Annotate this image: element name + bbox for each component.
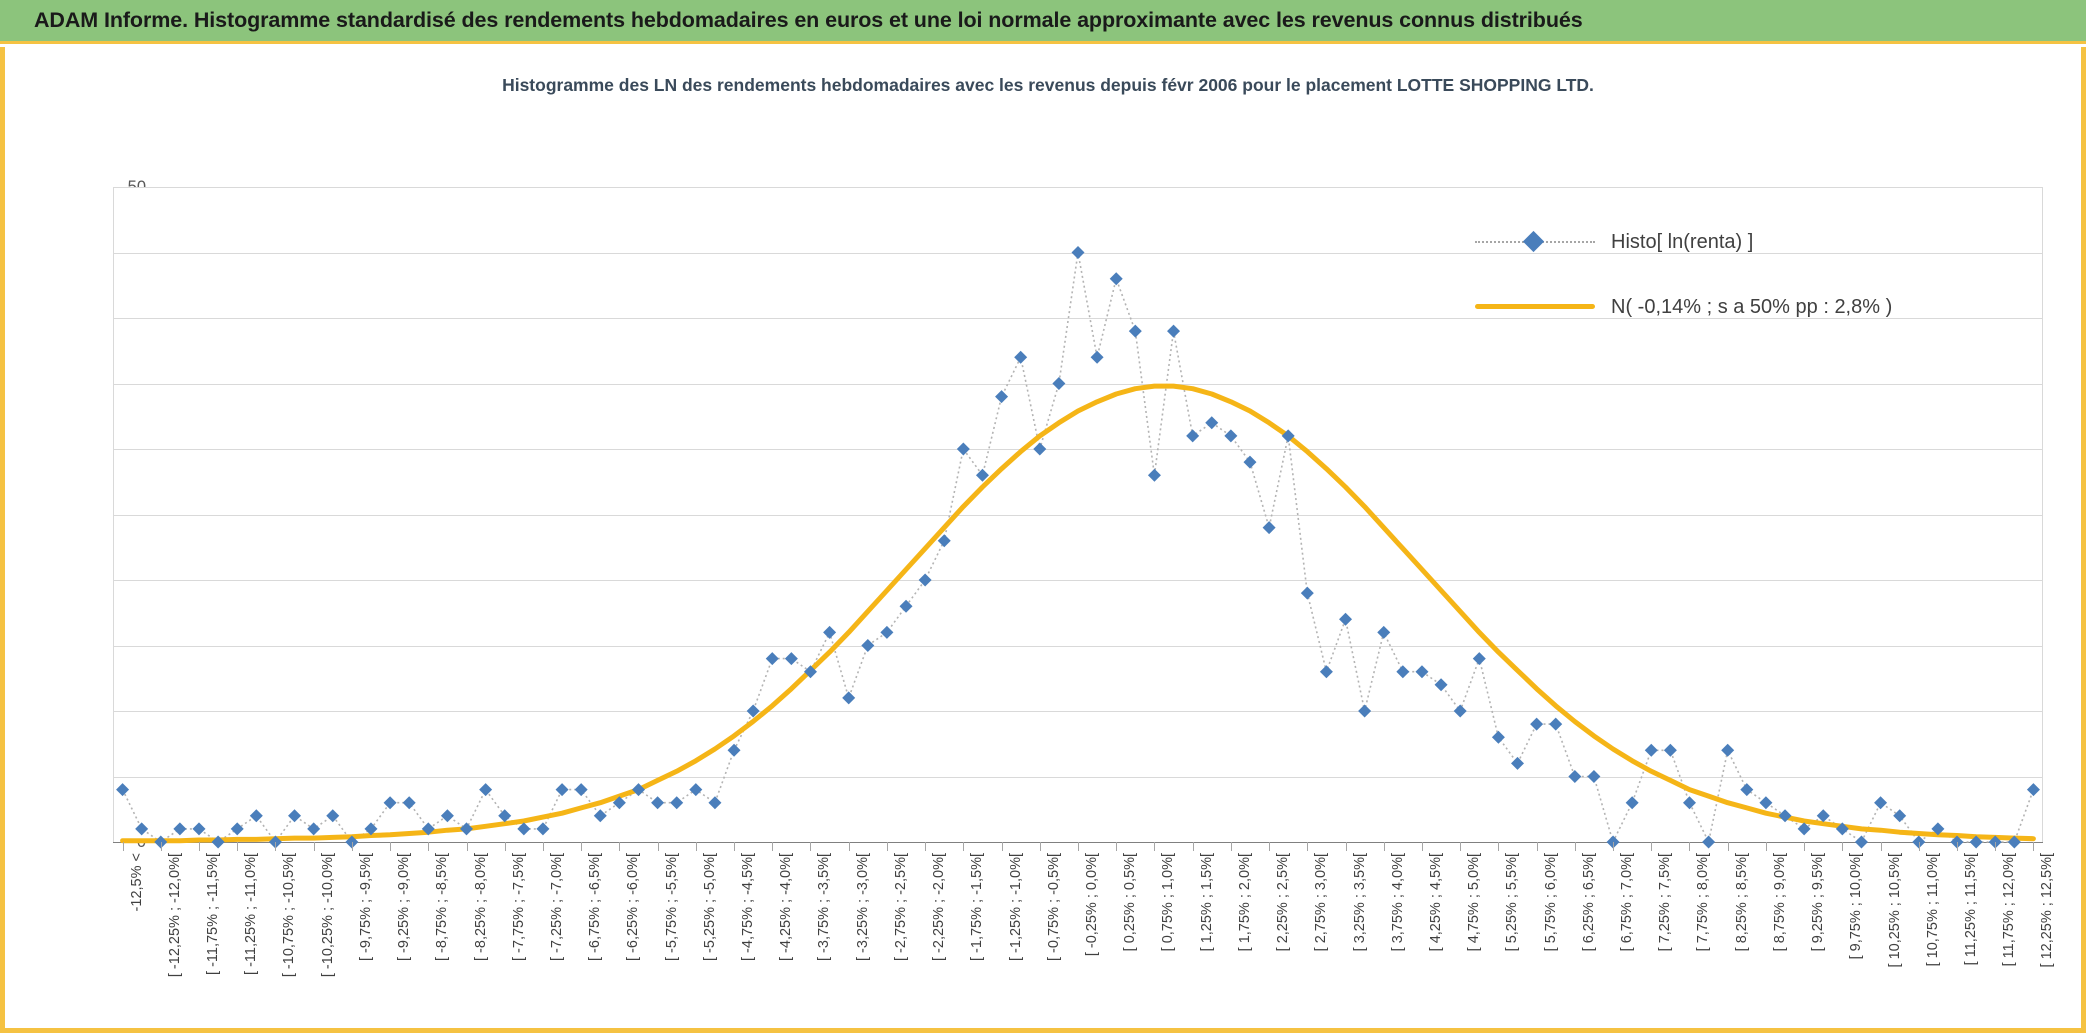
histo-data-point [1052,377,1065,390]
histo-data-point [1874,796,1887,809]
x-tick-label: [ -1,75% ; -1,5%[ [969,853,986,961]
x-tick-label: [ -10,25% ; -10,0%[ [319,853,336,978]
x-tick-label: [ -9,25% ; -9,0%[ [396,853,413,961]
histo-data-point [1205,416,1218,429]
x-tick-label: [ 6,25% ; 6,5%[ [1580,853,1597,952]
histo-data-point [116,783,129,796]
x-tick-label: [ -6,25% ; -6,0%[ [625,853,642,961]
x-tick [161,842,162,851]
histo-data-point [900,600,913,613]
x-tick [1804,842,1805,851]
histo-data-point [785,652,798,665]
x-tick [1995,842,1996,851]
x-tick-label: [ -10,75% ; -10,5%[ [281,853,298,978]
x-tick [352,842,353,851]
x-tick [1842,842,1843,851]
histo-data-point [403,796,416,809]
x-tick-label: [ 2,25% ; 2,5%[ [1275,853,1292,952]
chart-legend [1475,212,1895,352]
x-tick [123,842,124,851]
x-tick-label: [ 7,25% ; 7,5%[ [1657,853,1674,952]
histo-data-point [384,796,397,809]
x-tick [963,842,964,851]
x-tick-label: [ 10,25% ; 10,5%[ [1886,853,1903,968]
histo-data-point [1415,665,1428,678]
x-tick-label: [ 11,25% ; 11,5%[ [1963,853,1979,966]
x-tick [1422,842,1423,851]
x-tick [1957,842,1958,851]
x-tick [810,842,811,851]
histo-data-point [728,744,741,757]
histo-data-point [651,796,664,809]
x-tick-label: [ -11,25% ; -11,0%[ [243,853,260,975]
histo-data-point [1301,587,1314,600]
histo-data-point [575,783,588,796]
x-tick-label: [ 11,75% ; 12,0%[ [2001,853,2018,967]
x-tick [1651,842,1652,851]
histo-data-point [1587,770,1600,783]
x-tick [1919,842,1920,851]
x-tick [1193,842,1194,851]
histo-data-point [1683,796,1696,809]
histo-data-point [1511,757,1524,770]
histo-data-point [1320,665,1333,678]
x-tick [581,842,582,851]
histo-data-point [441,809,454,822]
x-tick-label: [ -6,75% ; -6,5%[ [587,853,604,961]
histo-data-point [995,390,1008,403]
x-tick [314,842,315,851]
x-tick [275,842,276,851]
x-tick [1881,842,1882,851]
histo-data-point [708,796,721,809]
legend-item-normal[interactable] [1475,287,1895,327]
histo-data-point [173,822,186,835]
x-tick-label: [ 0,25% ; 0,5%[ [1122,853,1139,952]
histo-data-point [689,783,702,796]
histo-data-point [823,626,836,639]
x-tick-label: [ -5,25% ; -5,0%[ [701,853,718,961]
x-tick [1384,842,1385,851]
x-tick-label: [ -4,25% ; -4,0%[ [778,853,795,961]
histo-data-point [288,809,301,822]
histo-data-point [536,822,549,835]
histo-data-point [1110,272,1123,285]
histo-data-point [1568,770,1581,783]
x-tick [505,842,506,851]
x-tick-label: [ -7,75% ; -7,5%[ [510,853,527,961]
x-tick-label: [ -0,25% ; 0,0%[ [1084,853,1100,957]
x-tick [390,842,391,851]
legend-label-normal: N( -0,14% ; s a 50% pp : 2,8% ) [1611,295,1893,318]
x-tick-label: [ -3,75% ; -3,5%[ [816,853,833,961]
x-tick-label: -12,5% < [128,853,145,912]
x-tick [1728,842,1729,851]
x-tick-label: [ 9,25% ; 9,5%[ [1810,853,1827,952]
histo-data-point [135,822,148,835]
x-tick-label: [ -4,75% ; -4,5%[ [740,853,757,961]
histo-data-point [1014,351,1027,364]
x-tick-label: [ -8,75% ; -8,5%[ [434,853,451,961]
x-tick [887,842,888,851]
histo-data-point [1091,351,1104,364]
histo-data-point [861,639,874,652]
histo-data-point [192,822,205,835]
histo-data-point [1167,325,1180,338]
histo-data-point [1721,744,1734,757]
x-tick-label: [ 4,25% ; 4,5%[ [1427,853,1444,952]
x-tick-label: [ -5,75% ; -5,5%[ [663,853,680,961]
histo-data-point [1454,705,1467,718]
histo-data-point [957,443,970,456]
x-tick-label: [ -11,75% ; -11,5%[ [204,853,221,975]
x-tick [428,842,429,851]
histo-data-point [1549,718,1562,731]
x-tick [1346,842,1347,851]
x-tick-label: [ 5,75% ; 6,0%[ [1542,853,1559,952]
x-tick-label: [ 5,25% ; 5,5%[ [1504,853,1521,952]
histo-data-point [670,796,683,809]
x-tick [696,842,697,851]
x-tick [734,842,735,851]
histo-data-point [766,652,779,665]
histo-data-point [1033,443,1046,456]
x-tick [619,842,620,851]
x-tick [199,842,200,851]
histo-data-point [880,626,893,639]
x-tick-label: [ -3,25% ; -3,0%[ [854,853,871,961]
legend-item-histo[interactable] [1475,222,1895,262]
x-tick [658,842,659,851]
x-tick [1460,842,1461,851]
x-tick [1689,842,1690,851]
x-tick [772,842,773,851]
histo-data-point [1492,731,1505,744]
x-tick [1613,842,1614,851]
x-tick-label: [ -9,75% ; -9,5%[ [357,853,374,961]
x-tick [1498,842,1499,851]
x-tick [1002,842,1003,851]
x-tick-label: [ -1,25% ; -1,0%[ [1007,853,1024,961]
histo-data-point [1817,809,1830,822]
histo-data-point [498,809,511,822]
histo-data-point [460,822,473,835]
x-tick-label: [ 6,75% ; 7,0%[ [1619,853,1636,952]
histo-data-point [1072,246,1085,259]
histo-data-point [326,809,339,822]
x-tick [1116,842,1117,851]
histo-data-point [1740,783,1753,796]
x-tick [1078,842,1079,851]
x-tick-label: [ -0,75% ; -0,5%[ [1045,853,1062,961]
x-tick-label: [ -8,25% ; -8,0%[ [472,853,489,961]
histo-data-point [307,822,320,835]
x-tick-label: [ 12,25% ; 12,5%[ [2039,853,2056,968]
x-tick [543,842,544,851]
x-tick [1307,842,1308,851]
x-tick-label: [ 4,75% ; 5,0%[ [1466,853,1483,952]
histo-data-point [1377,626,1390,639]
chart-title: Histogramme des LN des rendements hebdomadaires avec les revenus depuis févr 2006 pour le placement LOTTE SHOPPING LTD. [502,75,1594,95]
histo-data-point [1224,429,1237,442]
x-tick-label: [ 9,75% ; 10,0%[ [1848,853,1865,960]
histo-data-point [1358,705,1371,718]
histo-data-point [1435,678,1448,691]
x-axis-ticks [113,842,2043,852]
x-tick-label: [ 0,75% ; 1,0%[ [1160,853,1177,952]
histo-data-point [1186,429,1199,442]
histo-data-point [1263,521,1276,534]
x-tick-label: [ 1,25% ; 1,5%[ [1198,853,1215,952]
x-tick-label: [ 8,75% ; 9,0%[ [1771,853,1788,952]
x-tick-label: [ 7,75% ; 8,0%[ [1695,853,1712,952]
x-tick [1766,842,1767,851]
histo-data-point [1339,613,1352,626]
histo-data-point [1626,796,1639,809]
histo-data-point [1530,718,1543,731]
x-tick-label: [ -2,25% ; -2,0%[ [931,853,948,961]
histo-data-point [231,822,244,835]
x-tick [1537,842,1538,851]
histo-data-point [1664,744,1677,757]
x-tick [1231,842,1232,851]
histo-data-point [1129,325,1142,338]
x-tick-label: [ 1,75% ; 2,0%[ [1236,853,1253,952]
histo-data-point [1473,652,1486,665]
histo-data-point [517,822,530,835]
histo-data-point [1798,822,1811,835]
x-axis-labels [113,853,2056,1028]
x-tick-label: [ 3,75% ; 4,0%[ [1389,853,1406,952]
histo-data-point [250,809,263,822]
histo-data-point [2027,783,2040,796]
x-tick-label: [ 10,75% ; 11,0%[ [1924,853,1941,967]
x-tick-label: [ 8,25% ; 8,5%[ [1733,853,1750,952]
histo-data-point [1148,469,1161,482]
histo-data-point [556,783,569,796]
histo-data-point [594,809,607,822]
x-tick-label: [ -2,75% ; -2,5%[ [892,853,909,961]
x-tick [1154,842,1155,851]
legend-marker-diamond-icon [1475,232,1595,252]
histo-data-point [1759,796,1772,809]
histo-data-point [1243,456,1256,469]
x-tick [925,842,926,851]
histo-data-point [919,574,932,587]
histo-data-point [842,691,855,704]
x-tick [467,842,468,851]
normal-curve [123,386,2034,841]
x-tick [2033,842,2034,851]
header-banner [0,0,2086,44]
x-tick [1040,842,1041,851]
histo-data-point [1893,809,1906,822]
banner-title: ADAM Informe. Histogramme standardisé des rendements hebdomadaires en euros et une loi normale approximante avec les revenus connus distribués [34,8,1583,32]
x-tick [1575,842,1576,851]
x-tick-label: [ -12,25% ; -12,0%[ [166,853,183,978]
x-tick-label: [ -7,25% ; -7,0%[ [548,853,565,961]
x-tick-label: [ 2,75% ; 3,0%[ [1313,853,1330,952]
histo-data-point [479,783,492,796]
histo-data-point [1396,665,1409,678]
x-tick [849,842,850,851]
histo-data-point [1645,744,1658,757]
legend-label-histo: Histo[ ln(renta) ] [1611,230,1754,253]
x-tick-label: [ 3,25% ; 3,5%[ [1351,853,1368,952]
legend-marker-line-icon [1475,297,1595,317]
chart-frame [0,47,2086,1033]
x-tick [237,842,238,851]
x-tick [1269,842,1270,851]
